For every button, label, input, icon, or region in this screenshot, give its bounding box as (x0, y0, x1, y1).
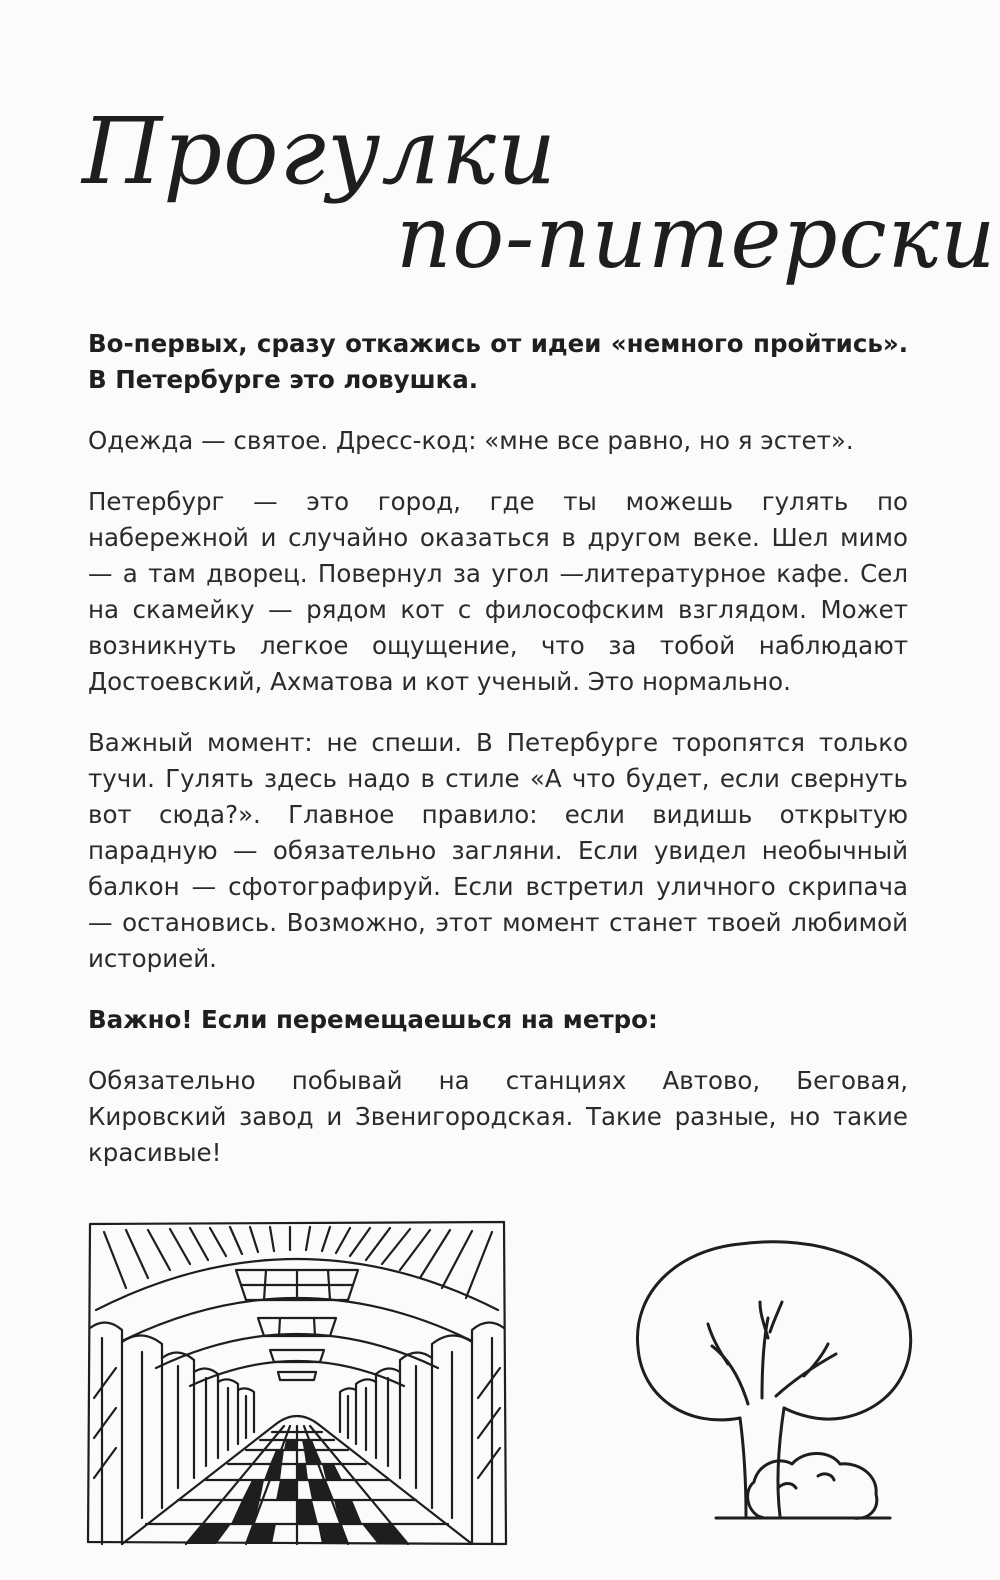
tree-drawing (628, 1228, 920, 1528)
paragraph-metro: Обязательно побывай на станциях Автово, Беговая, Кировский завод и Звенигородская. Такие разные, но такие красивые! (88, 1066, 908, 1167)
body-text (88, 326, 908, 1196)
metro-heading: Важно! Если перемещаешься на метро: (88, 1005, 658, 1034)
paragraph-clothing: Одежда — святое. Дресс-код: «мне все равно, но я эстет». (88, 426, 854, 455)
metro-station-drawing (86, 1218, 508, 1548)
title-line-2: по-питерски (396, 188, 997, 288)
page-title (80, 80, 997, 300)
intro-paragraph: Во-первых, сразу откажись от идеи «немного пройтись». В Петербурге это ловушка. (88, 329, 908, 394)
tree-illustration (628, 1228, 920, 1528)
paragraph-walking: Важный момент: не спеши. В Петербурге торопятся только тучи. Гулять здесь надо в стиле «А что будет, если свернуть вот сюда?». Главное правило: если видишь открытую парадную — обязательно загляни. Если увидел необычный балкон — сфотографируй. Если встретил уличного скрипача — остановись. Возможно, этот момент станет твоей любимой историей. (88, 728, 908, 973)
title-line-1: Прогулки (82, 98, 558, 205)
paragraph-city: Петербург — это город, где ты можешь гулять по набережной и случайно оказаться в другом веке. Шел мимо — а там дворец. Повернул за угол —литературное кафе. Сел на скамейку — рядом кот с философским взглядом. Может возникнуть легкое ощущение, что за тобой наблюдают Достоевский, Ахматова и кот ученый. Это нормально. (88, 487, 908, 696)
metro-station-illustration (86, 1218, 508, 1548)
